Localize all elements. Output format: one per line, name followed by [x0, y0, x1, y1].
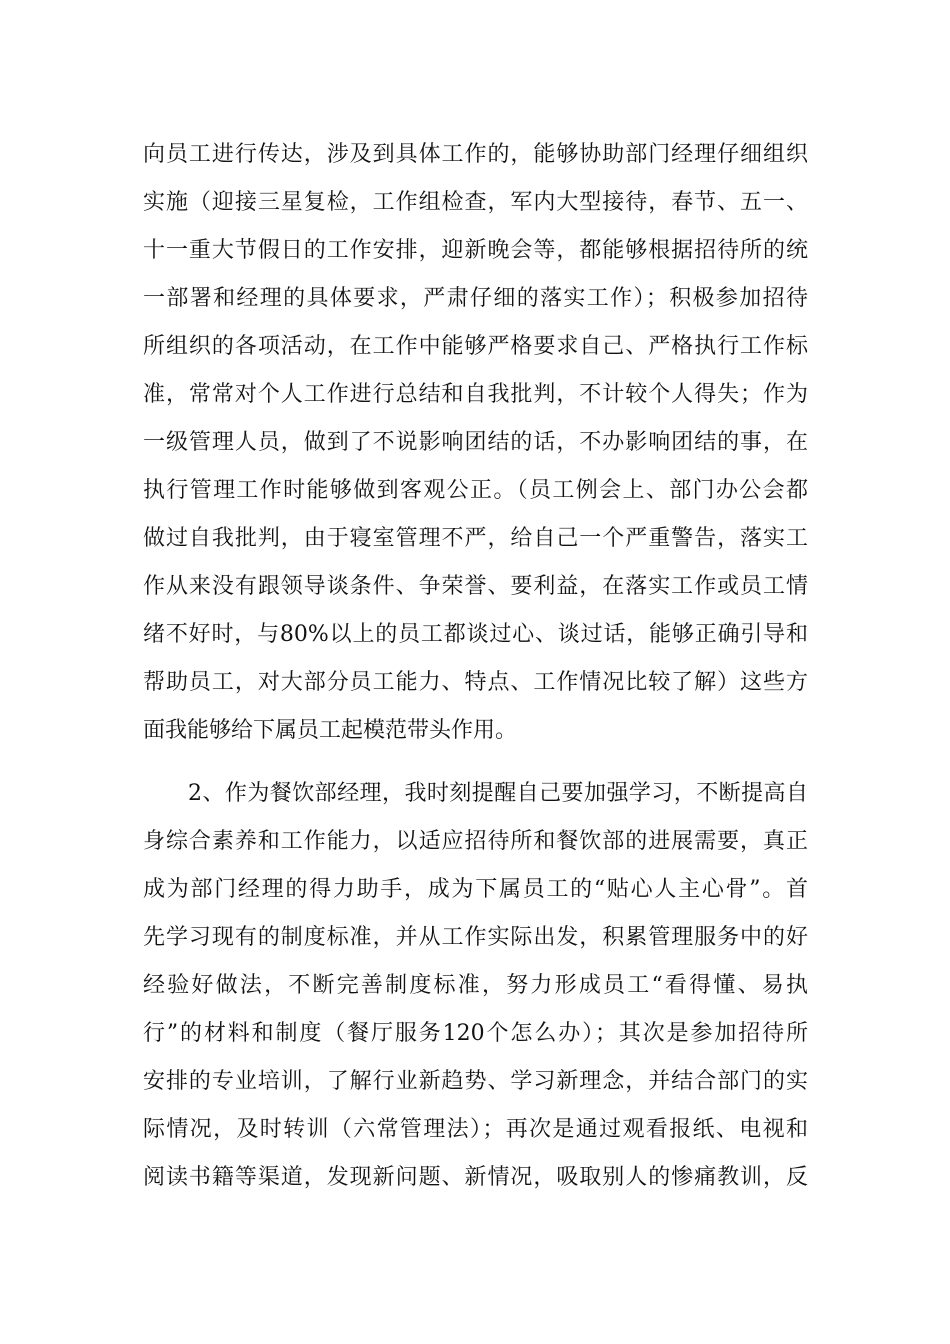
text-line: 先学习现有的制度标准，并从工作实际出发，积累管理服务中的好 — [143, 925, 808, 950]
text-line: 阅读书籍等渠道，发现新问题、新情况，吸取别人的惨痛教训，反 — [143, 1165, 808, 1190]
text-line: 2、作为餐饮部经理，我时刻提醒自己要加强学习，不断提高自 — [188, 781, 808, 806]
text-line: 经验好做法，不断完善制度标准，努力形成员工“看得懂、易执 — [143, 973, 808, 998]
text-line: 安排的专业培训，了解行业新趋势、学习新理念，并结合部门的实 — [143, 1069, 808, 1094]
text-line: 向员工进行传达，涉及到具体工作的，能够协助部门经理仔细组织 — [143, 142, 808, 167]
text-line: 绪不好时，与80%以上的员工都谈过心、谈过话，能够正确引导和 — [143, 622, 808, 647]
text-line: 做过自我批判，由于寝室管理不严，给自己一个严重警告，落实工 — [143, 526, 808, 551]
text-line: 执行管理工作时能够做到客观公正。（员工例会上、部门办公会都 — [143, 478, 808, 503]
text-line: 所组织的各项活动，在工作中能够严格要求自己、严格执行工作标 — [143, 334, 808, 359]
text-line: 面我能够给下属员工起模范带头作用。 — [143, 718, 518, 743]
text-line: 准，常常对个人工作进行总结和自我批判，不计较个人得失；作为 — [143, 382, 808, 407]
text-line: 十一重大节假日的工作安排，迎新晚会等，都能够根据招待所的统 — [143, 238, 808, 263]
text-line: 一级管理人员，做到了不说影响团结的话，不办影响团结的事，在 — [143, 430, 808, 455]
text-line: 一部署和经理的具体要求，严肃仔细的落实工作）；积极参加招待 — [143, 286, 808, 311]
text-line: 帮助员工，对大部分员工能力、特点、工作情况比较了解）这些方 — [143, 670, 808, 695]
text-line: 身综合素养和工作能力，以适应招待所和餐饮部的进展需要，真正 — [143, 829, 808, 854]
text-line: 行”的材料和制度（餐厅服务120个怎么办）；其次是参加招待所 — [143, 1021, 808, 1046]
text-line: 作从来没有跟领导谈条件、争荣誉、要利益，在落实工作或员工情 — [143, 574, 808, 599]
text-line: 际情况，及时转训（六常管理法）；再次是通过观看报纸、电视和 — [143, 1117, 808, 1142]
text-line: 成为部门经理的得力助手，成为下属员工的“贴心人主心骨”。首 — [143, 877, 808, 902]
text-line: 实施（迎接三星复检，工作组检查，军内大型接待，春节、五一、 — [143, 190, 808, 215]
